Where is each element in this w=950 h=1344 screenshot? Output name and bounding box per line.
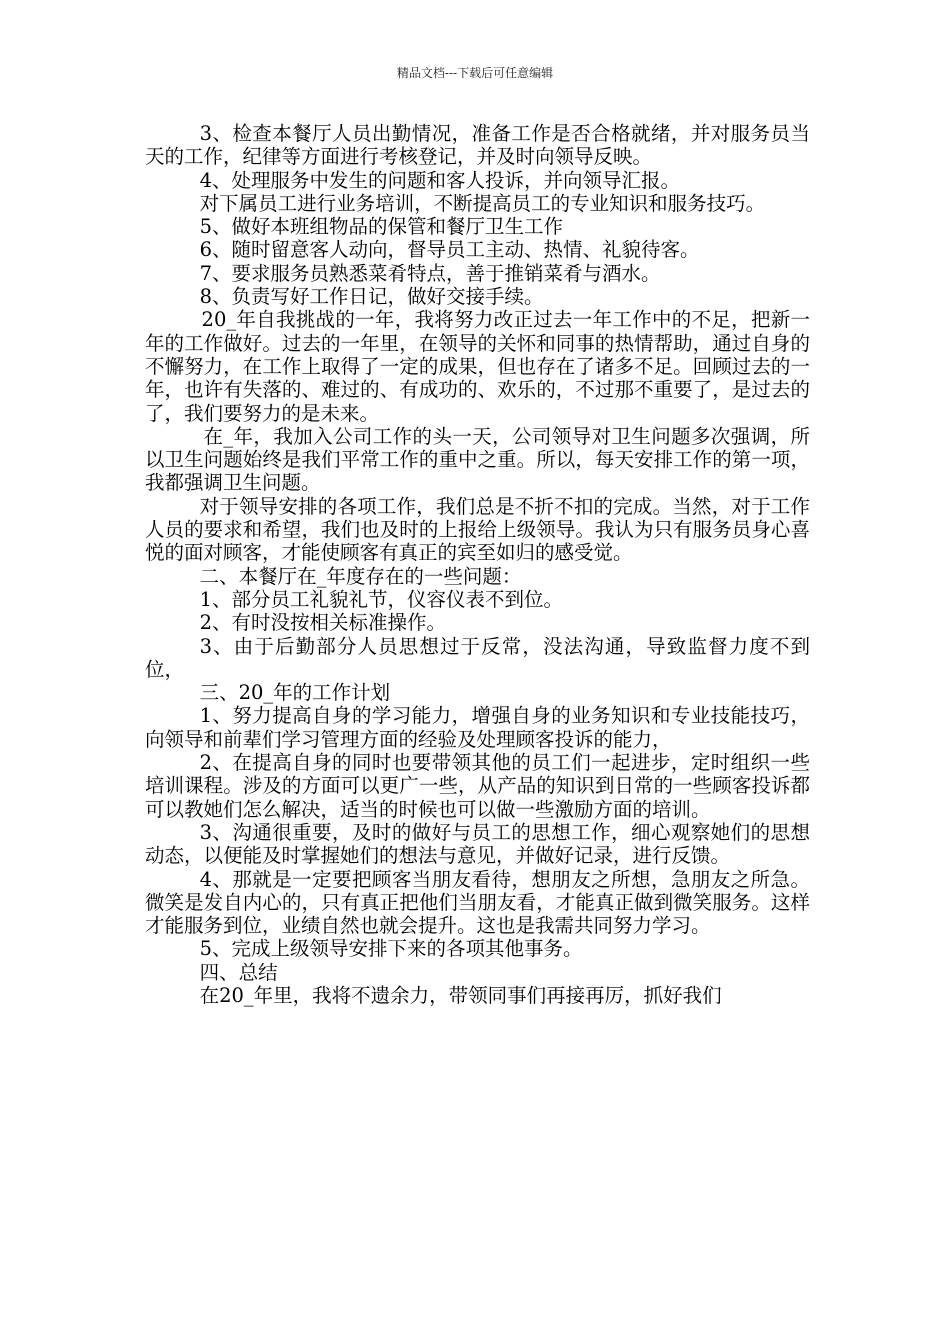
paragraph-item-8: 8、负责写好工作日记，做好交接手续。 <box>199 285 544 309</box>
section-heading-summary: 四、总结 <box>199 960 278 984</box>
plan-item-5: 5、完成上级领导安排下来的各项其他事务。 <box>199 937 583 961</box>
paragraph-leadership-tasks: 对于领导安排的各项工作，我们总是不折不扣的完成。当然，对于工作人员的要求和希望，我们也及时的上报给上级领导。我认为只有服务员身心喜悦的面对顾客，才能使顾客有真正的宾至如归的感受觉。 <box>145 494 810 565</box>
paragraph-item-4: 4、处理服务中发生的问题和客人投诉，并向领导汇报。 <box>199 168 681 192</box>
section-heading-problems: 二、本餐厅在_年度存在的一些问题： <box>199 564 522 588</box>
paragraph-item-5: 5、做好本班组物品的保管和餐厅卫生工作 <box>199 215 564 239</box>
paragraph-joined-company: 在_年，我加入公司工作的头一天，公司领导对卫生问题多次强调，所以卫生问题始终是我们平常工作的重中之重。所以，每天安排工作的第一项，我都强调卫生问题。 <box>145 424 810 495</box>
paragraph-year-challenge: 20_年自我挑战的一年，我将努力改正过去一年工作中的不足，把新一年的工作做好。过去的一年里，在领导的关怀和同事的热情帮助，通过自身的不懈努力，在工作上取得了一定的成果，但也存在了诸多不足。回顾过去的一年，也许有失落的、难过的、有成功的、欢乐的，不过那不重要了，是过去的了，我们要努力的是未来。 <box>145 308 810 425</box>
paragraph-item-3: 3、检查本餐厅人员出勤情况，准备工作是否合格就绪，并对服务员当天的工作，纪律等方面进行考核登记，并及时向领导反映。 <box>145 122 810 169</box>
plan-item-4: 4、那就是一定要把顾客当朋友看待，想朋友之所想，急朋友之所急。微笑是发自内心的，只有真正把他们当朋友看，才能真正做到微笑服务。这样才能服务到位，业绩自然也就会提升。这也是我需共同努力学习。 <box>145 867 810 938</box>
paragraph-item-6: 6、随时留意客人动向，督导员工主动、热情、礼貌待客。 <box>199 238 700 262</box>
problem-item-2: 2、有时没按相关标准操作。 <box>199 611 447 635</box>
paragraph-summary: 在20_年里，我将不遗余力，带领同事们再接再厉，抓好我们 <box>199 983 722 1007</box>
plan-item-3: 3、沟通很重要，及时的做好与员工的思想工作，细心观察她们的思想动态，以便能及时掌握她们的想法与意见，并做好记录，进行反馈。 <box>145 820 810 868</box>
problem-item-3: 3、由于后勤部分人员思想过于反常，没法沟通，导致监督力度不到位， <box>145 634 810 681</box>
plan-item-2: 2、在提高自身的同时也要带领其他的员工们一起进步，定时组织一些培训课程。涉及的方面可以更广一些，从产品的知识到日常的一些顾客投诉都可以教她们怎么解决，适当的时候也可以做一些激励方面的培训。 <box>145 751 810 821</box>
section-heading-plan: 三、20_年的工作计划 <box>199 681 391 705</box>
page-header: 精品文档---下载后可任意编辑 <box>396 66 554 80</box>
paragraph-item-7: 7、要求服务员熟悉菜肴特点，善于推销菜肴与酒水。 <box>199 261 661 285</box>
document-body <box>145 122 810 1007</box>
problem-item-1: 1、部分员工礼貌礼节，仪容仪表不到位。 <box>199 587 564 611</box>
plan-item-1: 1、努力提高自身的学习能力，增强自身的业务知识和专业技能技巧，向领导和前辈们学习管理方面的经验及处理顾客投诉的能力， <box>145 704 810 751</box>
paragraph-training: 对下属员工进行业务培训，不断提高员工的专业知识和服务技巧。 <box>199 191 766 215</box>
